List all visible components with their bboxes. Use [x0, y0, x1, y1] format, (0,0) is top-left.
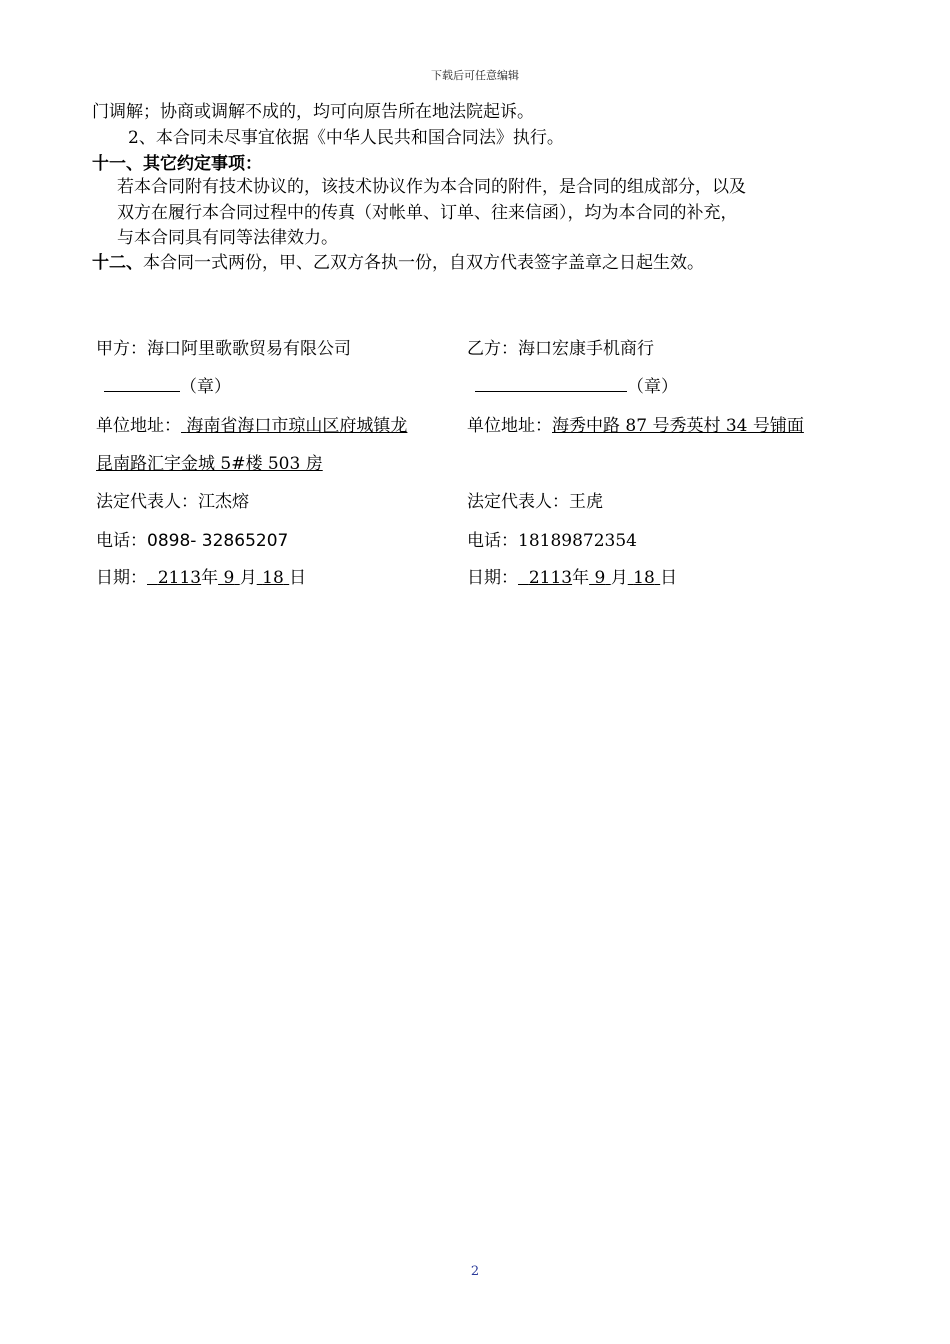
party-a-phone-value: 0898- 32865207 — [147, 531, 289, 551]
party-b-address-value: 海秀中路 87 号秀英村 34 号铺面 — [552, 416, 804, 436]
party-a-day: 18 — [262, 568, 284, 588]
section-11-paragraph-line-1: 若本合同附有技术协议的，该技术协议作为本合同的附件，是合同的组成部分，以及 — [117, 177, 746, 197]
party-a-address-line-2: 昆南路汇宇金城 5#楼 503 房 — [96, 454, 323, 474]
party-b-address — [467, 415, 804, 437]
section-11-title: 十一、其它约定事项： — [92, 154, 262, 174]
party-a-seal-blank — [104, 375, 180, 392]
party-a-year: 2113 — [157, 568, 202, 588]
party-b-year: 2113 — [528, 568, 573, 588]
page-number: 2 — [470, 1264, 480, 1279]
party-a-phone — [96, 530, 288, 552]
header-note: 下载后可任意编辑 — [431, 69, 519, 82]
party-b-phone-label: 电话： — [467, 531, 518, 551]
party-a-address-line-1 — [96, 415, 407, 437]
party-a-date — [96, 567, 306, 589]
clause-line-2: 2、本合同未尽事宜依据《中华人民共和国合同法》执行。 — [128, 128, 564, 148]
party-a-seal — [104, 375, 231, 398]
party-b-phone-value: 18189872354 — [518, 531, 637, 551]
party-b-day-unit: 日 — [660, 568, 678, 588]
party-b-name: 乙方：海口宏康手机商行 — [467, 339, 654, 359]
party-a-name: 甲方：海口阿里歌歌贸易有限公司 — [96, 339, 351, 359]
party-b-representative: 法定代表人：王虎 — [467, 492, 603, 512]
party-a-date-label: 日期： — [96, 568, 147, 588]
party-a-phone-label: 电话： — [96, 531, 147, 551]
party-a-representative: 法定代表人：江杰熔 — [96, 492, 249, 512]
party-b-month: 9 — [594, 568, 606, 588]
section-11-paragraph-line-2: 双方在履行本合同过程中的传真（对帐单、订单、往来信函），均为本合同的补充， — [117, 203, 738, 223]
party-b-phone — [467, 530, 637, 552]
party-a-day-unit: 日 — [289, 568, 307, 588]
section-12-text: 本合同一式两份，甲、乙双方各执一份，自双方代表签字盖章之日起生效。 — [143, 253, 704, 273]
section-12-title: 十二、 — [92, 253, 143, 273]
party-a-seal-label: （章） — [180, 377, 231, 397]
section-11-paragraph-line-3: 与本合同具有同等法律效力。 — [117, 228, 338, 248]
party-b-seal-label: （章） — [627, 377, 678, 397]
clause-line-1: 门调解；协商或调解不成的，均可向原告所在地法院起诉。 — [92, 102, 534, 122]
party-b-seal-blank — [475, 375, 627, 392]
party-b-day: 18 — [633, 568, 655, 588]
party-b-month-unit: 月 — [610, 568, 628, 588]
party-b-date-label: 日期： — [467, 568, 518, 588]
party-a-month: 9 — [223, 568, 235, 588]
party-a-address-label: 单位地址： — [96, 416, 181, 436]
party-b-address-label: 单位地址： — [467, 416, 552, 436]
party-a-year-unit: 年 — [201, 568, 219, 588]
party-b-seal — [475, 375, 678, 398]
party-a-address-value-1: 海南省海口市琼山区府城镇龙 — [186, 416, 408, 436]
party-b-date — [467, 567, 677, 589]
party-b-year-unit: 年 — [572, 568, 590, 588]
party-a-month-unit: 月 — [239, 568, 257, 588]
section-12 — [92, 252, 704, 274]
